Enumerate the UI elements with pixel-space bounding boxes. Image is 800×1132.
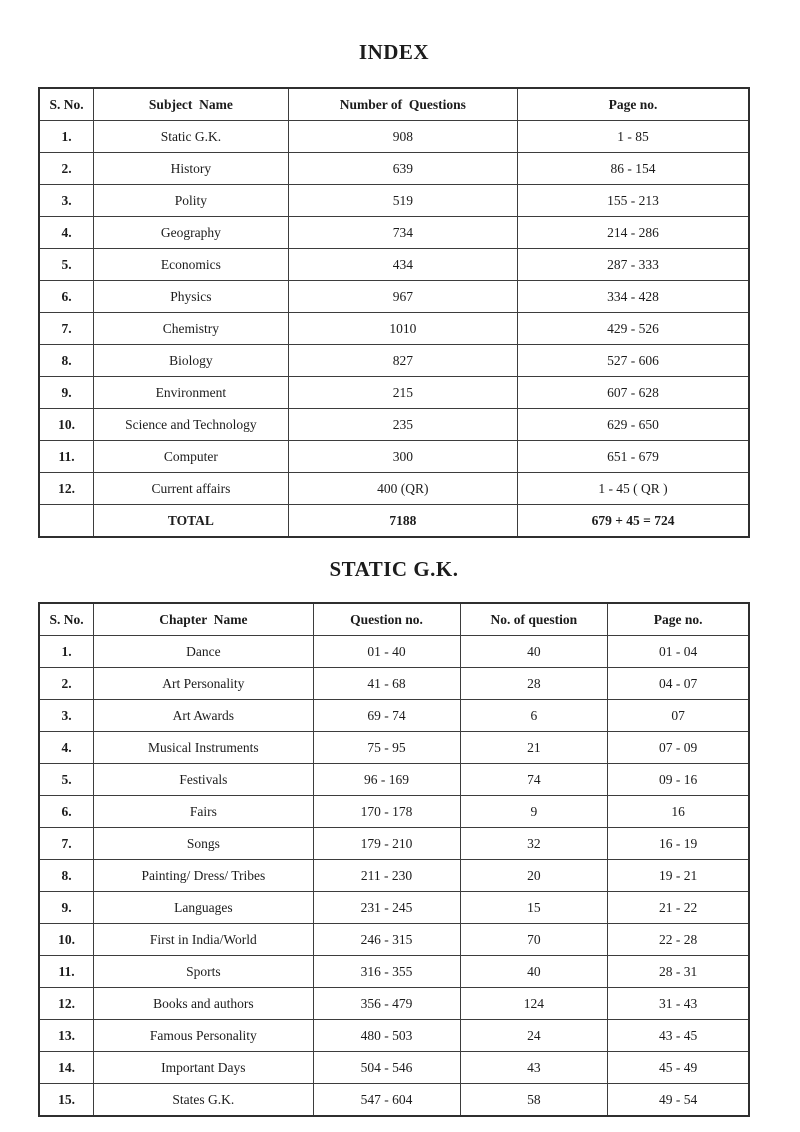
cell: 32 <box>460 828 608 860</box>
cell: Languages <box>94 892 313 924</box>
table-row <box>39 668 749 700</box>
serial-number-cell: 9. <box>39 377 94 409</box>
cell: 124 <box>460 988 608 1020</box>
cell: 400 (QR) <box>288 473 517 505</box>
index-title: INDEX <box>358 40 430 64</box>
table-row <box>39 473 749 505</box>
header-row <box>39 88 749 121</box>
cell: Economics <box>94 249 289 281</box>
table-row <box>39 441 749 473</box>
cell: 70 <box>460 924 608 956</box>
cell: 43 - 45 <box>608 1020 749 1052</box>
cell: 504 - 546 <box>313 1052 460 1084</box>
serial-number-cell: 13. <box>39 1020 94 1052</box>
cell: Static G.K. <box>94 121 289 153</box>
serial-number-cell: 15. <box>39 1084 94 1117</box>
cell: 629 - 650 <box>518 409 749 441</box>
cell: 316 - 355 <box>313 956 460 988</box>
cell: 211 - 230 <box>313 860 460 892</box>
cell: Physics <box>94 281 289 313</box>
column-header: S. No. <box>39 88 94 121</box>
cell: 235 <box>288 409 517 441</box>
cell: 356 - 479 <box>313 988 460 1020</box>
table-row <box>39 1020 749 1052</box>
column-header: Question no. <box>313 603 460 636</box>
serial-number-cell: 2. <box>39 668 94 700</box>
cell: 01 - 40 <box>313 636 460 668</box>
table-row <box>39 249 749 281</box>
cell: 28 <box>460 668 608 700</box>
serial-number-cell: 10. <box>39 409 94 441</box>
cell: Fairs <box>94 796 313 828</box>
cell: 9 <box>460 796 608 828</box>
cell: 01 - 04 <box>608 636 749 668</box>
cell: 04 - 07 <box>608 668 749 700</box>
cell: 1010 <box>288 313 517 345</box>
cell: 155 - 213 <box>518 185 749 217</box>
cell: 827 <box>288 345 517 377</box>
table-row <box>39 409 749 441</box>
cell: 231 - 245 <box>313 892 460 924</box>
cell: 21 <box>460 732 608 764</box>
cell: 86 - 154 <box>518 153 749 185</box>
cell: 07 <box>608 700 749 732</box>
cell: 96 - 169 <box>313 764 460 796</box>
table-row <box>39 1052 749 1084</box>
cell: States G.K. <box>94 1084 313 1117</box>
cell: 28 - 31 <box>608 956 749 988</box>
cell: 6 <box>460 700 608 732</box>
cell: 480 - 503 <box>313 1020 460 1052</box>
serial-number-cell: 11. <box>39 956 94 988</box>
cell: 179 - 210 <box>313 828 460 860</box>
cell: 41 - 68 <box>313 668 460 700</box>
serial-number-cell: 1. <box>39 121 94 153</box>
cell: 214 - 286 <box>518 217 749 249</box>
cell: Biology <box>94 345 289 377</box>
cell: Computer <box>94 441 289 473</box>
cell: Famous Personality <box>94 1020 313 1052</box>
serial-number-cell: 1. <box>39 636 94 668</box>
column-header: Page no. <box>608 603 749 636</box>
table-row <box>39 700 749 732</box>
cell: 45 - 49 <box>608 1052 749 1084</box>
table-row <box>39 377 749 409</box>
cell: 434 <box>288 249 517 281</box>
cell: Dance <box>94 636 313 668</box>
cell: 09 - 16 <box>608 764 749 796</box>
serial-number-cell: 14. <box>39 1052 94 1084</box>
cell: 639 <box>288 153 517 185</box>
cell: 1 - 45 ( QR ) <box>518 473 749 505</box>
serial-number-cell: 9. <box>39 892 94 924</box>
cell: 40 <box>460 636 608 668</box>
table-row <box>39 732 749 764</box>
cell: Art Personality <box>94 668 313 700</box>
cell: 527 - 606 <box>518 345 749 377</box>
serial-number-cell: 5. <box>39 249 94 281</box>
cell: Environment <box>94 377 289 409</box>
cell: 20 <box>460 860 608 892</box>
cell: 7188 <box>288 505 517 538</box>
cell: 49 - 54 <box>608 1084 749 1117</box>
cell: Chemistry <box>94 313 289 345</box>
cell: 15 <box>460 892 608 924</box>
cell: 547 - 604 <box>313 1084 460 1117</box>
column-header: Number of Questions <box>288 88 517 121</box>
cell: 734 <box>288 217 517 249</box>
cell: 651 - 679 <box>518 441 749 473</box>
cell: 75 - 95 <box>313 732 460 764</box>
cell: 429 - 526 <box>518 313 749 345</box>
table-row <box>39 860 749 892</box>
cell: 16 - 19 <box>608 828 749 860</box>
cell: TOTAL <box>94 505 289 538</box>
table-row <box>39 796 749 828</box>
cell: 246 - 315 <box>313 924 460 956</box>
table-row <box>39 345 749 377</box>
cell: 24 <box>460 1020 608 1052</box>
cell: First in India/World <box>94 924 313 956</box>
cell: 287 - 333 <box>518 249 749 281</box>
table-row <box>39 313 749 345</box>
table-row <box>39 217 749 249</box>
serial-number-cell: 4. <box>39 217 94 249</box>
cell: 679 + 45 = 724 <box>518 505 749 538</box>
cell: Festivals <box>94 764 313 796</box>
static-gk-title: STATIC G.K. <box>329 557 459 581</box>
serial-number-cell: 2. <box>39 153 94 185</box>
cell: 170 - 178 <box>313 796 460 828</box>
serial-number-cell: 6. <box>39 796 94 828</box>
cell: 19 - 21 <box>608 860 749 892</box>
static-gk-table <box>38 602 750 1117</box>
total-row <box>39 505 749 538</box>
cell: 519 <box>288 185 517 217</box>
serial-number-cell: 4. <box>39 732 94 764</box>
cell: 334 - 428 <box>518 281 749 313</box>
index-table <box>38 87 750 538</box>
serial-number-cell: 8. <box>39 345 94 377</box>
cell: 908 <box>288 121 517 153</box>
cell: 607 - 628 <box>518 377 749 409</box>
cell: Science and Technology <box>94 409 289 441</box>
cell: 58 <box>460 1084 608 1117</box>
table-row <box>39 924 749 956</box>
cell: 69 - 74 <box>313 700 460 732</box>
table-row <box>39 153 749 185</box>
cell: 215 <box>288 377 517 409</box>
table-row <box>39 988 749 1020</box>
table-row <box>39 636 749 668</box>
column-header: Chapter Name <box>94 603 313 636</box>
serial-number-cell <box>39 505 94 538</box>
cell: 43 <box>460 1052 608 1084</box>
column-header: S. No. <box>39 603 94 636</box>
cell: 31 - 43 <box>608 988 749 1020</box>
table-row <box>39 828 749 860</box>
cell: Polity <box>94 185 289 217</box>
column-header: Subject Name <box>94 88 289 121</box>
table-row <box>39 1084 749 1117</box>
cell: Art Awards <box>94 700 313 732</box>
serial-number-cell: 3. <box>39 185 94 217</box>
serial-number-cell: 11. <box>39 441 94 473</box>
cell: Painting/ Dress/ Tribes <box>94 860 313 892</box>
cell: 07 - 09 <box>608 732 749 764</box>
table-row <box>39 956 749 988</box>
table-row <box>39 892 749 924</box>
cell: Current affairs <box>94 473 289 505</box>
cell: 16 <box>608 796 749 828</box>
cell: Important Days <box>94 1052 313 1084</box>
table-row <box>39 185 749 217</box>
cell: 40 <box>460 956 608 988</box>
serial-number-cell: 12. <box>39 988 94 1020</box>
serial-number-cell: 6. <box>39 281 94 313</box>
cell: 21 - 22 <box>608 892 749 924</box>
table-row <box>39 121 749 153</box>
cell: Musical Instruments <box>94 732 313 764</box>
cell: Sports <box>94 956 313 988</box>
cell: Songs <box>94 828 313 860</box>
cell: 22 - 28 <box>608 924 749 956</box>
serial-number-cell: 7. <box>39 313 94 345</box>
cell: Books and authors <box>94 988 313 1020</box>
serial-number-cell: 3. <box>39 700 94 732</box>
column-header: Page no. <box>518 88 749 121</box>
serial-number-cell: 7. <box>39 828 94 860</box>
cell: Geography <box>94 217 289 249</box>
cell: 1 - 85 <box>518 121 749 153</box>
cell: 74 <box>460 764 608 796</box>
serial-number-cell: 8. <box>39 860 94 892</box>
cell: History <box>94 153 289 185</box>
column-header: No. of question <box>460 603 608 636</box>
cell: 300 <box>288 441 517 473</box>
serial-number-cell: 10. <box>39 924 94 956</box>
table-row <box>39 281 749 313</box>
header-row <box>39 603 749 636</box>
table-row <box>39 764 749 796</box>
cell: 967 <box>288 281 517 313</box>
serial-number-cell: 12. <box>39 473 94 505</box>
serial-number-cell: 5. <box>39 764 94 796</box>
